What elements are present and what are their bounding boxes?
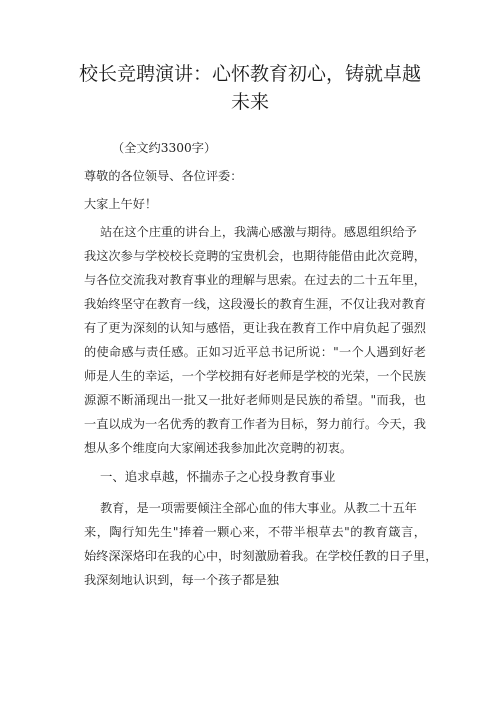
paragraph-line: 我始终坚守在教育一线，这段漫长的教育生涯，不仅让我对教育 <box>84 297 426 311</box>
paragraph-line: 一直以成为一名优秀的教育工作者为目标，努力前行。今天，我 <box>84 417 426 431</box>
title-line-2: 未来 <box>230 91 269 113</box>
paragraph-line: 始终深深烙印在我的心中，时刻激励着我。在学校任教的日子里， <box>84 549 438 563</box>
paragraph-line: 教育，是一项需要倾注全部心血的伟大事业。从教二十五年 <box>100 501 417 515</box>
salutation: 尊敬的各位领导、各位评委： <box>84 169 243 183</box>
paragraph-line: 我深刻地认识到，每一个孩子都是独 <box>84 573 279 587</box>
paragraph-line: 源源不断涌现出一批又一批好老师则是民族的希望。"而我，也 <box>84 393 426 407</box>
section-heading: 一、追求卓越，怀揣赤子之心投身教育事业 <box>100 469 336 484</box>
paragraph-line: 的使命感与责任感。正如习近平总书记所说："一个人遇到好老 <box>84 345 426 359</box>
paragraph-line: 师是人生的幸运，一个学校拥有好老师是学校的光荣，一个民族 <box>84 369 426 383</box>
word-count: （全文约3300字） <box>112 141 217 155</box>
paragraph-line: 与各位交流我对教育事业的理解与思索。在过去的二十五年里， <box>84 273 426 287</box>
paragraph-line: 有了更为深刻的认知与感悟，更让我在教育工作中肩负起了强烈 <box>84 321 426 335</box>
paragraph-line: 想从多个维度向大家阐述我参加此次竞聘的初衷。 <box>84 441 353 455</box>
paragraph-line: 站在这个庄重的讲台上，我满心感激与期待。感恩组织给予 <box>100 225 417 239</box>
document-title <box>60 60 440 116</box>
title-line-1: 校长竞聘演讲：心怀教育初心，铸就卓越 <box>78 63 421 85</box>
paragraph-line: 我这次参与学校校长竞聘的宝贵机会，也期待能借由此次竞聘， <box>84 249 426 263</box>
paragraph-line: 来，陶行知先生"捧着一颗心来，不带半根草去"的教育箴言， <box>84 525 426 539</box>
greeting: 大家上午好！ <box>84 197 158 211</box>
